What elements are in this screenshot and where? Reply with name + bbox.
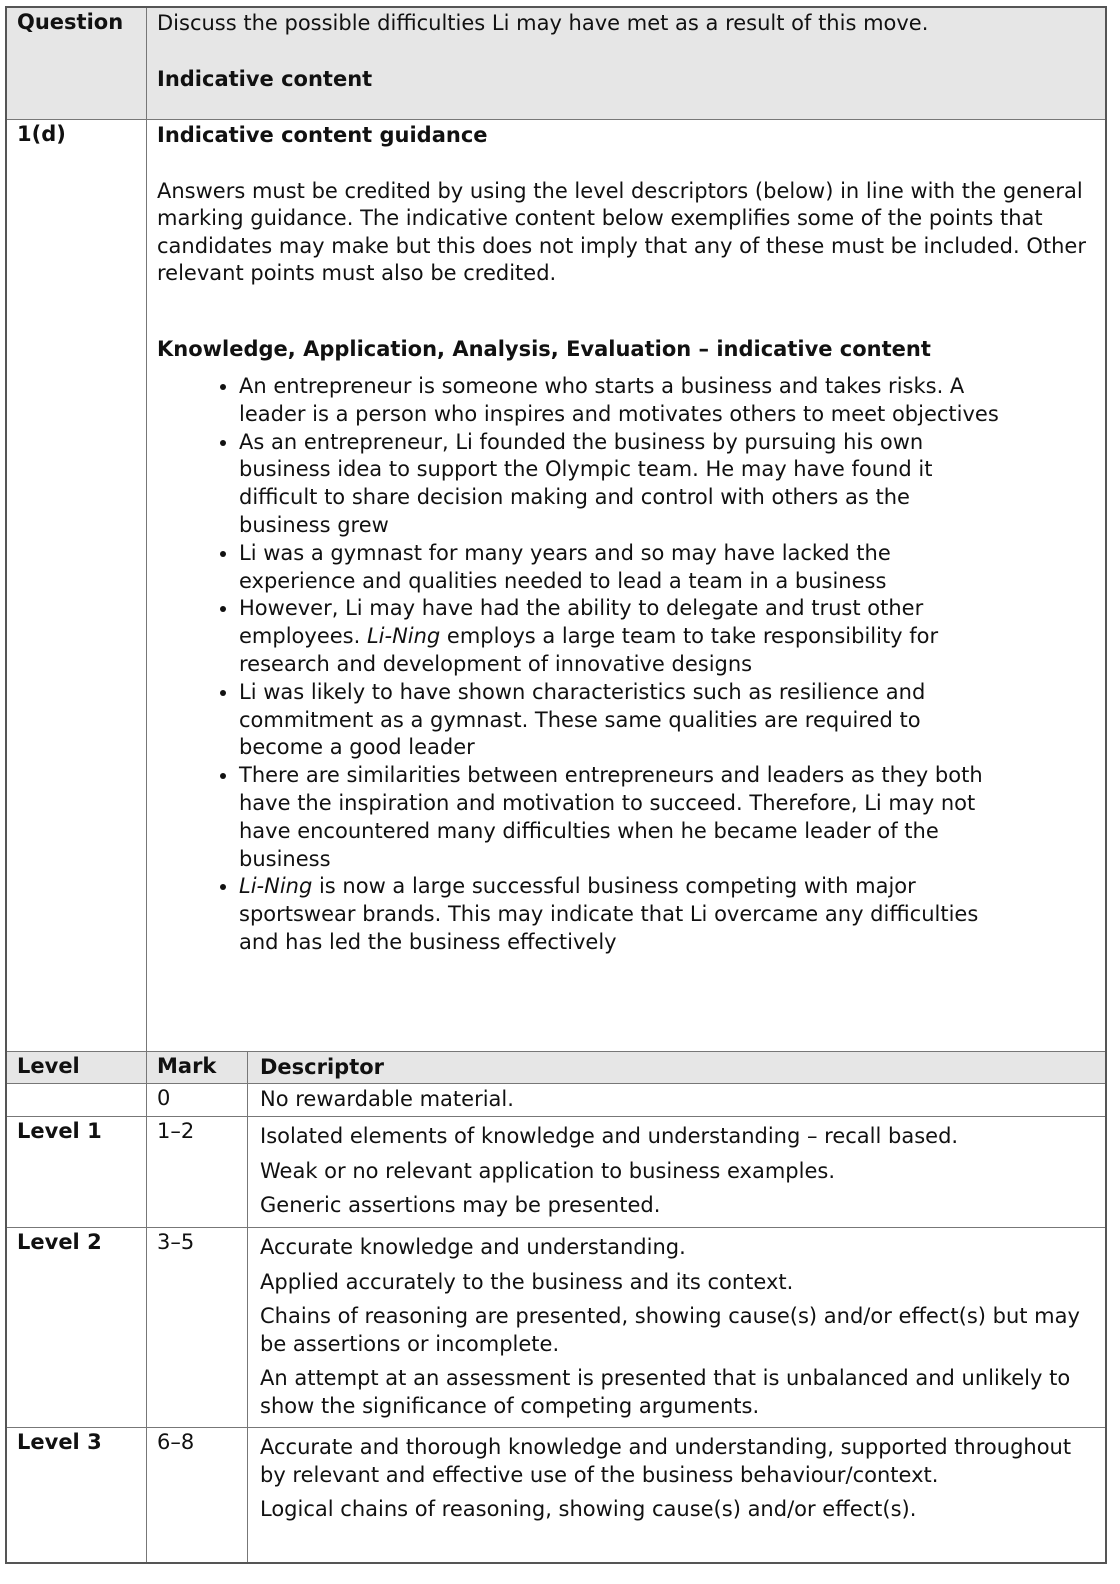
- question-text: Discuss the possible difficulties Li may have met as a result of this move.: [157, 11, 929, 35]
- level-cell: Level 2: [7, 1228, 147, 1427]
- mark-cell: 6–8: [147, 1428, 248, 1562]
- list-item: • An entrepreneur is someone who starts a business and takes risks. A leader is a person who inspires and motivates others to meet objectives: [239, 373, 999, 429]
- mark-cell: 1–2: [147, 1117, 248, 1227]
- guidance-row: [7, 120, 1105, 1052]
- table-row: [7, 1084, 1105, 1117]
- question-label: Question: [7, 8, 147, 119]
- mark-cell: 3–5: [147, 1228, 248, 1427]
- indicative-content-heading: Indicative content: [157, 66, 373, 91]
- level-cell: Level 3: [7, 1428, 147, 1562]
- question-cell: [147, 8, 1105, 119]
- list-item: • However, Li may have had the ability to delegate and trust other employees. Li-Ning employs a large team to take responsibility for research and development of innovative designs: [239, 595, 999, 678]
- mark-header: Mark: [147, 1052, 248, 1083]
- question-header-row: [7, 8, 1105, 120]
- list-item: • Li was likely to have shown characteristics such as resilience and commitment as a gymnast. These same qualities are required to become a good leader: [239, 679, 999, 762]
- table-row: [7, 1428, 1105, 1562]
- list-item: • Li was a gymnast for many years and so may have lacked the experience and qualities needed to lead a team in a business: [239, 540, 999, 596]
- level-cell: [7, 1084, 147, 1116]
- descriptor-cell: Isolated elements of knowledge and understanding – recall based. Weak or no relevant application to business examples. Generic assertions may be presented.: [260, 1124, 959, 1217]
- list-item: • There are similarities between entrepreneurs and leaders as they both have the inspiration and motivation to succeed. Therefore, Li may not have encountered many difficulties when he became leader of the business: [239, 762, 999, 873]
- guidance-title: Indicative content guidance: [157, 123, 488, 147]
- mark-cell: 0: [147, 1084, 248, 1116]
- descriptor-cell: No rewardable material.: [260, 1087, 514, 1111]
- list-item: • Li-Ning is now a large successful business competing with major sportswear brands. This may indicate that Li overcame any difficulties and has led the business effectively: [239, 873, 999, 956]
- level-header: Level: [7, 1052, 147, 1083]
- descriptor-cell: Accurate and thorough knowledge and understanding, supported throughout by relevant and effective use of the business behaviour/context. Logical chains of reasoning, showing cause(s) and/or effect(s).: [260, 1435, 1072, 1521]
- guidance-cell: [147, 120, 1105, 1051]
- guidance-text: Answers must be credited by using the level descriptors (below) in line with the general marking guidance. The indicative content below exemplifies some of the points that candidates may make but this does not imply that any of these must be included. Other relevant points must also be credited.: [157, 178, 1086, 285]
- descriptor-header: Descriptor: [260, 1055, 385, 1079]
- indicative-points-list: [157, 373, 1095, 957]
- table-row: [7, 1228, 1105, 1428]
- descriptor-cell: Accurate knowledge and understanding. Applied accurately to the business and its context. Chains of reasoning are presented, showing cause(s) and/or effect(s) but may be assertions or incomplete. An attempt at an assessment is presented that is unbalanced and unlikely to show the significance of competing arguments.: [260, 1235, 1080, 1418]
- kaae-title: Knowledge, Application, Analysis, Evaluation – indicative content: [157, 336, 931, 361]
- list-item: • As an entrepreneur, Li founded the business by pursuing his own business idea to support the Olympic team. He may have found it difficult to share decision making and control with others as the business grew: [239, 429, 999, 540]
- table-row: [7, 1117, 1105, 1228]
- level-cell: Level 1: [7, 1117, 147, 1227]
- mark-scheme-table: [5, 6, 1107, 1564]
- question-number: 1(d): [7, 120, 147, 1051]
- levels-header-row: [7, 1052, 1105, 1084]
